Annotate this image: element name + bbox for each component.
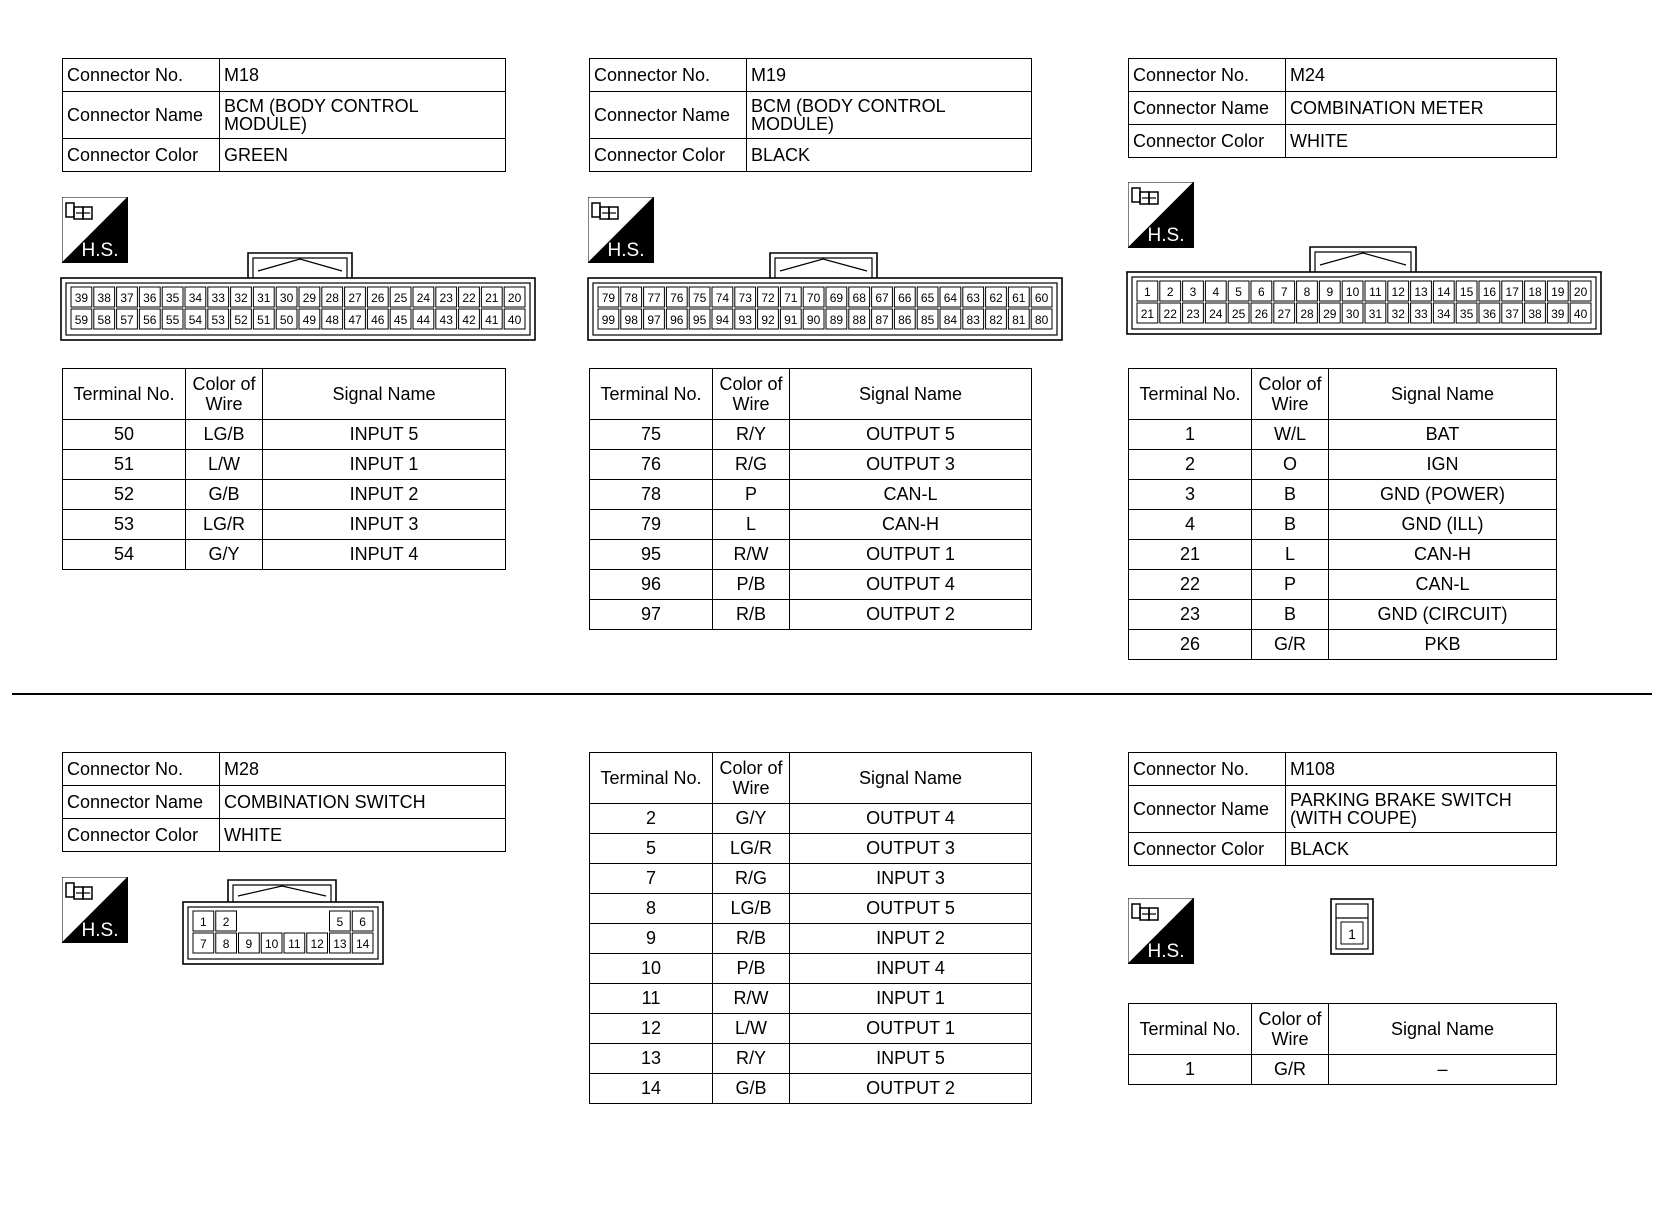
table-row: 5 LG/R OUTPUT 3	[590, 834, 1032, 864]
pin-label: 92	[761, 313, 775, 327]
m28-connector-info	[62, 752, 506, 852]
pin-label: 98	[624, 313, 638, 327]
pin-label: 77	[647, 291, 661, 305]
pin-label: 37	[120, 291, 134, 305]
terminal-no-header: Terminal No.	[1129, 1004, 1252, 1055]
pin-label: 33	[1414, 307, 1428, 321]
connector-name-value: BCM (BODY CONTROL MODULE)	[747, 92, 1032, 139]
pin-label: 6	[359, 915, 366, 929]
harness-side-icon	[1128, 182, 1194, 248]
m18-connector-face	[60, 251, 540, 341]
pin-label: 69	[829, 291, 844, 305]
hs-label: H.S.	[607, 240, 645, 261]
pin-label: 91	[784, 313, 798, 327]
pin-label: 60	[1034, 291, 1049, 305]
connector-no-value: M24	[1286, 59, 1557, 92]
pin-label: 13	[1414, 285, 1428, 299]
table-row: 12 L/W OUTPUT 1	[590, 1014, 1032, 1044]
table-row: 54 G/Y INPUT 4	[63, 540, 506, 570]
pin-label: 24	[1209, 307, 1223, 321]
pin-label: 93	[738, 313, 752, 327]
connector-name-label: Connector Name	[1129, 92, 1286, 125]
table-row: 23 B GND (CIRCUIT)	[1129, 600, 1557, 630]
pin-label: 10	[1345, 285, 1360, 299]
connector-color-value: BLACK	[747, 139, 1032, 172]
pin-label: 96	[670, 313, 684, 327]
signal-name-header: Signal Name	[1329, 369, 1557, 420]
pin-label: 89	[829, 313, 844, 327]
m108-connector-face	[1330, 898, 1376, 956]
table-row: 8 LG/B OUTPUT 5	[590, 894, 1032, 924]
pin-label: 30	[279, 291, 294, 305]
wire-color-header: Color of Wire	[1252, 369, 1329, 420]
pin-label: 51	[257, 313, 271, 327]
pin-label: 50	[279, 313, 294, 327]
table-row: 1 G/R –	[1129, 1055, 1557, 1085]
pin-label: 54	[188, 313, 203, 327]
wire-color-header: Color of Wire	[1252, 1004, 1329, 1055]
pin-label: 29	[1323, 307, 1337, 321]
table-row: 97 R/B OUTPUT 2	[590, 600, 1032, 630]
pin-label: 81	[1012, 313, 1026, 327]
signal-name-header: Signal Name	[1329, 1004, 1557, 1055]
pin-label: 58	[97, 313, 111, 327]
pin-label: 99	[601, 313, 616, 327]
pin-label: 3	[1189, 285, 1197, 299]
m108-connector-info	[1128, 752, 1557, 866]
pin-label: 27	[1277, 307, 1291, 321]
hs-label: H.S.	[1147, 225, 1185, 246]
pin-label: 48	[325, 313, 339, 327]
pin-label: 82	[989, 313, 1003, 327]
pin-label: 84	[943, 313, 958, 327]
connector-name-value: COMBINATION SWITCH	[220, 786, 506, 819]
pin-label: 23	[1186, 307, 1200, 321]
pin-label: 42	[462, 313, 476, 327]
pin-label: 27	[348, 291, 362, 305]
pin-label: 85	[920, 313, 935, 327]
table-row: 4 B GND (ILL)	[1129, 510, 1557, 540]
pin-label: 22	[462, 291, 476, 305]
m28-terminal-table	[589, 752, 1032, 1104]
m19-terminal-table	[589, 368, 1032, 630]
table-row: 21 L CAN-H	[1129, 540, 1557, 570]
table-row: 7 R/G INPUT 3	[590, 864, 1032, 894]
pin-label: 39	[1551, 307, 1565, 321]
pin-label: 95	[692, 313, 707, 327]
m28-connector-face	[182, 878, 387, 966]
m24-connector-info	[1128, 58, 1557, 158]
table-row: 95 R/W OUTPUT 1	[590, 540, 1032, 570]
pin-label: 74	[715, 291, 730, 305]
pin-label: 35	[165, 291, 180, 305]
table-row: 79 L CAN-H	[590, 510, 1032, 540]
pin-label: 62	[989, 291, 1003, 305]
harness-side-icon	[62, 877, 128, 943]
section-divider	[12, 693, 1652, 695]
terminal-no-header: Terminal No.	[590, 753, 713, 804]
pin-label: 21	[485, 291, 499, 305]
pin-label: 19	[1551, 285, 1565, 299]
connector-color-value: WHITE	[1286, 125, 1557, 158]
table-row: 26 G/R PKB	[1129, 630, 1557, 660]
table-row: 2 O IGN	[1129, 450, 1557, 480]
connector-no-label: Connector No.	[1129, 753, 1286, 786]
pin-label: 15	[1459, 285, 1474, 299]
pin-label: 14	[1437, 285, 1451, 299]
pin-label: 12	[1391, 285, 1405, 299]
pin-label: 40	[1573, 307, 1588, 321]
pin-label: 28	[325, 291, 339, 305]
pin-label: 75	[692, 291, 707, 305]
pin-label: 76	[670, 291, 684, 305]
pin-label: 59	[74, 313, 89, 327]
pin-label: 6	[1258, 285, 1265, 299]
connector-name-label: Connector Name	[63, 92, 220, 139]
pin-label: 31	[1368, 307, 1383, 321]
connector-color-label: Connector Color	[63, 139, 220, 172]
pin-label: 94	[715, 313, 730, 327]
pin-label: 25	[393, 291, 408, 305]
pin-label: 70	[806, 291, 821, 305]
hs-label: H.S.	[81, 240, 119, 261]
pin-label: 9	[245, 937, 253, 951]
pin-label: 26	[371, 291, 385, 305]
pin-label: 88	[852, 313, 866, 327]
pin-label: 7	[1280, 285, 1288, 299]
pin-label: 7	[200, 937, 207, 951]
pin-label: 66	[898, 291, 912, 305]
pin-label: 38	[1528, 307, 1542, 321]
connector-name-value: COMBINATION METER	[1286, 92, 1557, 125]
terminal-no-header: Terminal No.	[590, 369, 713, 420]
terminal-no-header: Terminal No.	[63, 369, 186, 420]
table-row: 96 P/B OUTPUT 4	[590, 570, 1032, 600]
connector-name-value: PARKING BRAKE SWITCH (WITH COUPE)	[1286, 786, 1557, 833]
table-row: 51 L/W INPUT 1	[63, 450, 506, 480]
table-row: 52 G/B INPUT 2	[63, 480, 506, 510]
table-row: 53 LG/R INPUT 3	[63, 510, 506, 540]
pin-label: 35	[1459, 307, 1474, 321]
connector-no-value: M28	[220, 753, 506, 786]
table-row: 10 P/B INPUT 4	[590, 954, 1032, 984]
pin-label: 30	[1345, 307, 1360, 321]
pin-label: 32	[234, 291, 248, 305]
pin-label: 39	[74, 291, 89, 305]
pin-label: 56	[143, 313, 157, 327]
pin-label: 37	[1505, 307, 1519, 321]
connector-color-value: WHITE	[220, 819, 506, 852]
pin-label: 53	[211, 313, 225, 327]
terminal-no-header: Terminal No.	[1129, 369, 1252, 420]
pin-label: 31	[257, 291, 271, 305]
pin-label: 45	[393, 313, 408, 327]
wire-color-header: Color of Wire	[713, 753, 790, 804]
m24-terminal-table	[1128, 368, 1557, 660]
pin-label: 67	[875, 291, 889, 305]
wire-color-header: Color of Wire	[713, 369, 790, 420]
pin-label: 8	[222, 937, 230, 951]
pin-label: 38	[97, 291, 111, 305]
pin-label: 20	[507, 291, 522, 305]
pin-label: 24	[416, 291, 431, 305]
pin-label: 46	[371, 313, 385, 327]
pin-label: 40	[507, 313, 522, 327]
table-row: 13 R/Y INPUT 5	[590, 1044, 1032, 1074]
pin-label: 78	[624, 291, 638, 305]
connector-name-label: Connector Name	[63, 786, 220, 819]
connector-name-label: Connector Name	[1129, 786, 1286, 833]
table-row: 75 R/Y OUTPUT 5	[590, 420, 1032, 450]
table-row: 78 P CAN-L	[590, 480, 1032, 510]
pin-label: 71	[784, 291, 798, 305]
table-row: 50 LG/B INPUT 5	[63, 420, 506, 450]
pin-label: 41	[485, 313, 499, 327]
pin-label: 43	[439, 313, 453, 327]
m19-connector-info	[589, 58, 1032, 172]
table-row: 22 P CAN-L	[1129, 570, 1557, 600]
pin-label: 52	[234, 313, 248, 327]
pin-label: 5	[1235, 285, 1242, 299]
pin-label: 73	[738, 291, 752, 305]
connector-color-label: Connector Color	[590, 139, 747, 172]
table-row: 2 G/Y OUTPUT 4	[590, 804, 1032, 834]
pin-label: 34	[1437, 307, 1451, 321]
signal-name-header: Signal Name	[263, 369, 506, 420]
pin-label: 97	[647, 313, 661, 327]
table-row: 3 B GND (POWER)	[1129, 480, 1557, 510]
m19-connector-face	[587, 251, 1067, 341]
pin-label: 36	[143, 291, 157, 305]
pin-label: 16	[1482, 285, 1497, 299]
pin-label: 11	[288, 937, 301, 951]
pin-label: 33	[211, 291, 225, 305]
m18-connector-info	[62, 58, 506, 172]
signal-name-header: Signal Name	[790, 369, 1032, 420]
pin-label: 57	[120, 313, 134, 327]
pin-label: 17	[1505, 285, 1519, 299]
pin-label: 22	[1163, 307, 1177, 321]
pin-label: 28	[1300, 307, 1314, 321]
connector-color-label: Connector Color	[1129, 833, 1286, 866]
pin-label: 10	[264, 937, 279, 951]
pin-label: 72	[761, 291, 775, 305]
pin-label: 1	[1348, 926, 1356, 942]
connector-color-value: BLACK	[1286, 833, 1557, 866]
pin-label: 55	[165, 313, 180, 327]
m108-terminal-table	[1128, 1003, 1557, 1085]
pin-label: 2	[222, 915, 230, 929]
pin-label: 61	[1012, 291, 1026, 305]
pin-label: 1	[200, 915, 207, 929]
connector-name-value: BCM (BODY CONTROL MODULE)	[220, 92, 506, 139]
pin-label: 5	[336, 915, 344, 929]
pin-label: 44	[416, 313, 431, 327]
connector-no-label: Connector No.	[63, 59, 220, 92]
pin-label: 20	[1573, 285, 1588, 299]
m24-connector-face	[1126, 245, 1606, 335]
signal-name-header: Signal Name	[790, 753, 1032, 804]
pin-label: 23	[439, 291, 453, 305]
pin-label: 18	[1528, 285, 1542, 299]
table-row: 14 G/B OUTPUT 2	[590, 1074, 1032, 1104]
table-row: 9 R/B INPUT 2	[590, 924, 1032, 954]
pin-label: 34	[188, 291, 203, 305]
pin-label: 4	[1212, 285, 1220, 299]
pin-label: 2	[1166, 285, 1174, 299]
pin-label: 8	[1303, 285, 1311, 299]
connector-no-label: Connector No.	[590, 59, 747, 92]
pin-label: 83	[966, 313, 980, 327]
pin-label: 14	[355, 937, 370, 951]
harness-side-icon	[1128, 898, 1194, 964]
pin-label: 68	[852, 291, 866, 305]
pin-label: 1	[1144, 285, 1151, 299]
pin-label: 9	[1326, 285, 1334, 299]
m18-terminal-table	[62, 368, 506, 570]
pin-label: 79	[601, 291, 616, 305]
pin-label: 25	[1231, 307, 1246, 321]
connector-color-label: Connector Color	[63, 819, 220, 852]
pin-label: 11	[1369, 285, 1382, 299]
pin-label: 63	[966, 291, 980, 305]
pin-label: 47	[348, 313, 362, 327]
pin-label: 12	[310, 937, 324, 951]
pin-label: 64	[943, 291, 958, 305]
pin-label: 80	[1034, 313, 1049, 327]
pin-label: 90	[806, 313, 821, 327]
pin-label: 32	[1391, 307, 1405, 321]
pin-label: 86	[898, 313, 912, 327]
pin-label: 65	[920, 291, 935, 305]
connector-no-label: Connector No.	[63, 753, 220, 786]
pin-label: 13	[333, 937, 347, 951]
pin-label: 36	[1482, 307, 1497, 321]
table-row: 1 W/L BAT	[1129, 420, 1557, 450]
wire-color-header: Color of Wire	[186, 369, 263, 420]
connector-no-value: M19	[747, 59, 1032, 92]
pin-label: 21	[1140, 307, 1155, 321]
connector-no-value: M18	[220, 59, 506, 92]
connector-color-value: GREEN	[220, 139, 506, 172]
pin-label: 87	[875, 313, 889, 327]
hs-label: H.S.	[81, 920, 119, 941]
table-row: 76 R/G OUTPUT 3	[590, 450, 1032, 480]
pin-label: 49	[302, 313, 317, 327]
pin-label: 29	[302, 291, 317, 305]
connector-no-value: M108	[1286, 753, 1557, 786]
connector-name-label: Connector Name	[590, 92, 747, 139]
connector-no-label: Connector No.	[1129, 59, 1286, 92]
hs-label: H.S.	[1147, 941, 1185, 962]
pin-label: 26	[1254, 307, 1269, 321]
table-row: 11 R/W INPUT 1	[590, 984, 1032, 1014]
connector-color-label: Connector Color	[1129, 125, 1286, 158]
